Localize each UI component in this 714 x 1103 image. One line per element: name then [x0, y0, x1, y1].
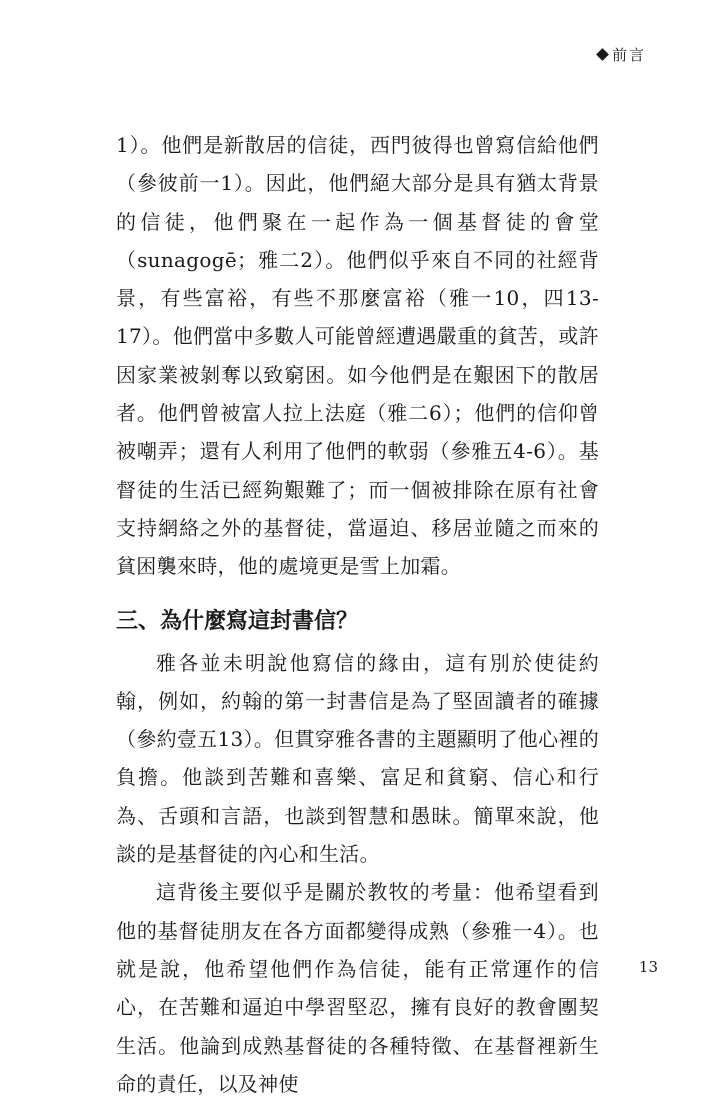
section-heading: 三、為什麼寫這封書信？: [116, 608, 359, 634]
paragraph-purpose: 雅各並未明說他寫信的緣由，這有別於使徒約翰，例如，約翰的第一封書信是為了堅固讀者的確據（參約壹五13）。但貫穿雅各書的主題顯明了他心裡的負擔。他談到苦難和喜樂、富足和貧窮、信心和行為、舌頭和言語，也談到智慧和愚昧。簡單來說，他談的是基督徒的內心和生活。: [116, 650, 599, 867]
paragraph-pastoral: 這背後主要似乎是關於教牧的考量：他希望看到他的基督徒朋友在各方面都變得成熟（參雅一4）。也就是說，他希望他們作為信徒，能有正常運作的信心，在苦難和逼迫中學習堅忍，擁有良好的教會團契生活。他論到成熟基督徒的各種特徵、在基督裡新生命的責任，以及神使: [116, 880, 599, 1096]
section-title: 前言: [611, 46, 646, 64]
page-number: 13: [638, 958, 658, 976]
continued-paragraph: 1）。他們是新散居的信徒，西門彼得也曾寫信給他們（參彼前一1）。因此，他們絕大部分是具有猶太背景的信徒，他們聚在一起作為一個基督徒的會堂（sunagogē；雅二2）。他們似乎來自不同的社經背景，有些富裕，有些不那麼富裕（雅一10，四13-17）。他們當中多數人可能曾經遭遇嚴重的貧苦，或許因家業被剝奪以致窮困。如今他們是在艱困下的散居者。他們曾被富人拉上法庭（雅二6）；他們的信仰曾被嘲弄；還有人利用了他們的軟弱（參雅五4-6）。基督徒的生活已經夠艱難了；而一個被排除在原有社會支持網絡之外的基督徒，當逼迫、移居並隨之而來的貧困襲來時，他的處境更是雪上加霜。: [116, 133, 599, 579]
running-header: [598, 44, 646, 65]
diamond-icon: [596, 48, 609, 61]
page-content: [116, 126, 599, 1103]
